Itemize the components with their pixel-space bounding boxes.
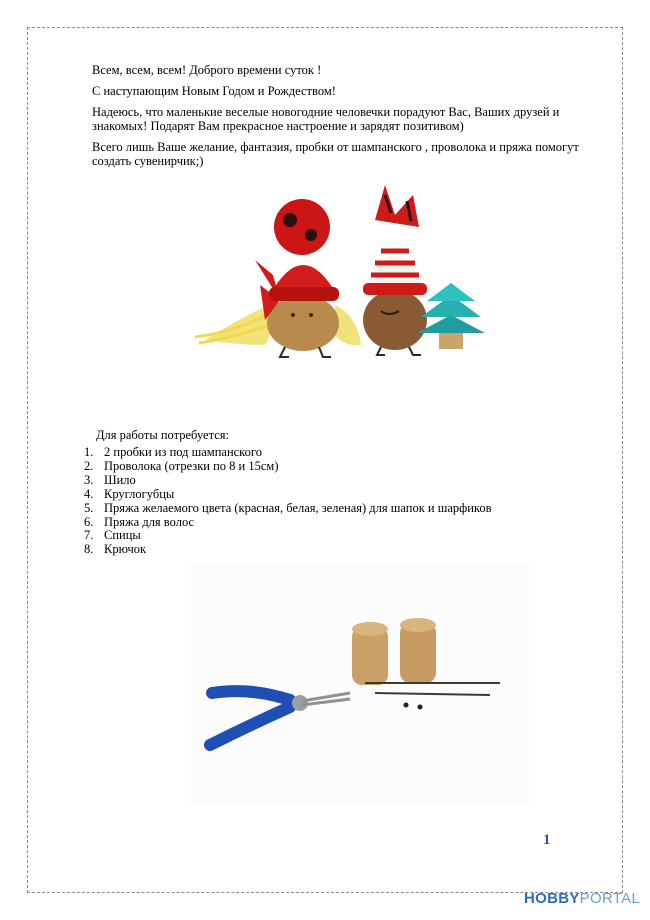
materials-list: [84, 446, 492, 557]
hope-paragraph: Надеюсь, что маленькие веселые новогодние человечки порадуют Вас, Ваших друзей и знакомых! Подарят Вам прекрасное настроение и зарядят позитивом): [92, 105, 560, 133]
list-item: 6. Пряжа для волос: [84, 514, 195, 529]
list-item: 1. 2 пробки из под шампанского: [84, 445, 262, 459]
holiday-paragraph: С наступающим Новым Годом и Рождеством!: [92, 84, 336, 98]
champagne-cork-left: [352, 622, 388, 685]
list-item: 2. Проволока (отрезки по 8 и 15см): [84, 458, 279, 473]
champagne-cork-right: [400, 618, 436, 683]
materials-intro-paragraph: Всего лишь Ваше желание, фантазия, пробки от шампанского , проволока и пряжа помогут создать сувенирчик;): [92, 140, 579, 168]
list-item: 5. Пряжа желаемого цвета (красная, белая, зеленая) для шапок и шарфиков: [84, 500, 492, 515]
intro-text: [92, 63, 592, 175]
pompom-left: [274, 199, 330, 255]
cork-figure-left: [267, 295, 339, 351]
cork-figures-photo: [185, 165, 510, 410]
needs-heading: Для работы потребуется:: [96, 428, 229, 442]
list-item: 8. Крючок: [84, 542, 147, 557]
tools-photo: [190, 565, 530, 805]
list-item: 7. Спицы: [84, 528, 141, 543]
page-number: 1: [543, 832, 551, 848]
list-item: 4. Круглогубцы: [84, 486, 175, 501]
cork-figure-right: [363, 290, 427, 350]
list-item: 3. Шило: [84, 472, 136, 487]
greeting-paragraph: Всем, всем, всем! Доброго времени суток !: [92, 63, 322, 77]
felt-tree: [417, 283, 485, 349]
hobbyportal-logo: HOBBYPORTAL: [524, 890, 641, 907]
